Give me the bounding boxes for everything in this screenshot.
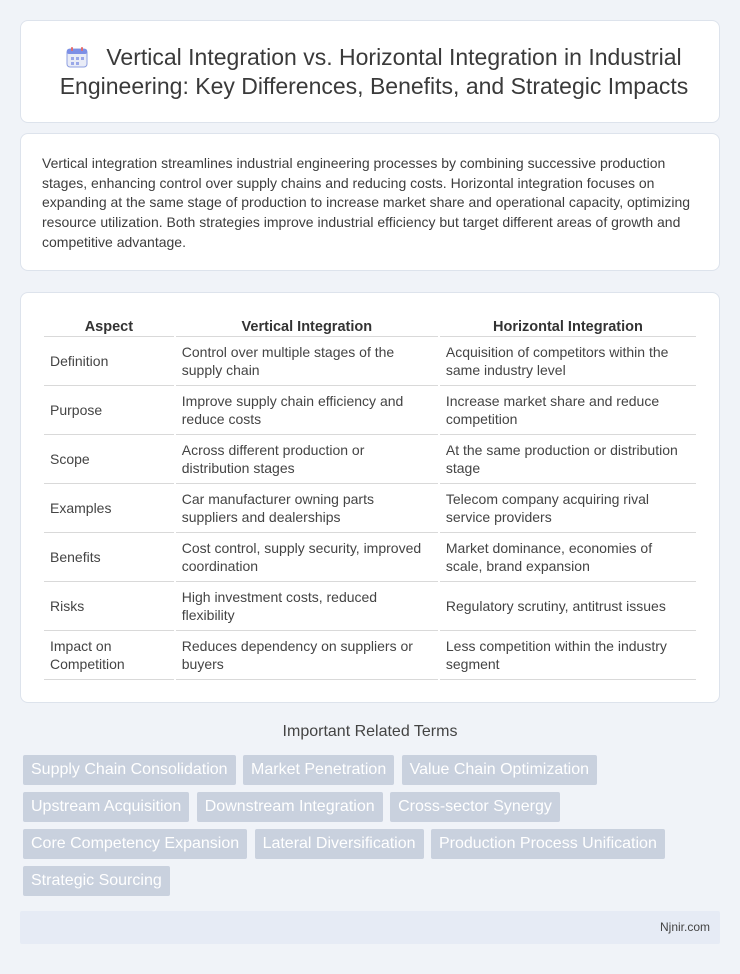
related-term-tag[interactable]: Supply Chain Consolidation — [23, 755, 236, 785]
row-vertical: Reduces dependency on suppliers or buyers — [176, 631, 438, 680]
row-aspect: Risks — [44, 582, 174, 631]
header-vertical: Vertical Integration — [176, 315, 438, 337]
header-horizontal: Horizontal Integration — [440, 315, 696, 337]
row-horizontal: At the same production or distribution stage — [440, 435, 696, 484]
header-aspect: Aspect — [44, 315, 174, 337]
related-term-tag[interactable]: Upstream Acquisition — [23, 792, 189, 822]
row-aspect: Impact on Competition — [44, 631, 174, 680]
calendar-icon — [66, 46, 88, 68]
intro-paragraph: Vertical integration streamlines industrial engineering processes by combining successive production stages, enhancing control over supply chains and reducing costs. Horizontal integration focuses on expanding at the same stage of production to increase market share and operational capacity, optimizing resource utilization. Both strategies improve industrial efficiency but target different areas of growth and competitive advantage. — [42, 155, 691, 250]
comparison-card — [20, 292, 720, 703]
related-term-tag[interactable]: Downstream Integration — [197, 792, 383, 822]
related-term-tag[interactable]: Lateral Diversification — [255, 829, 424, 859]
table-row — [44, 631, 696, 680]
page-title — [45, 43, 703, 101]
row-horizontal: Increase market share and reduce competition — [440, 386, 696, 435]
row-vertical: Improve supply chain efficiency and reduce costs — [176, 386, 438, 435]
intro-card — [20, 133, 720, 271]
row-vertical: Across different production or distribution stages — [176, 435, 438, 484]
related-terms-heading: Important Related Terms — [282, 723, 458, 740]
table-row — [44, 582, 696, 631]
related-term-tag[interactable]: Cross-sector Synergy — [390, 792, 560, 822]
row-vertical: Car manufacturer owning parts suppliers and dealerships — [176, 484, 438, 533]
related-term-tag[interactable]: Value Chain Optimization — [402, 755, 597, 785]
page-title-text: Vertical Integration vs. Horizontal Integration in Industrial Engineering: Key Differences, Benefits, and Strategic Impacts — [59, 44, 689, 99]
row-horizontal: Less competition within the industry segment — [440, 631, 696, 680]
related-term-tag[interactable]: Production Process Unification — [431, 829, 665, 859]
table-row — [44, 484, 696, 533]
related-term-tag[interactable]: Strategic Sourcing — [23, 866, 170, 896]
row-aspect: Examples — [44, 484, 174, 533]
comparison-table — [42, 315, 698, 680]
row-horizontal: Regulatory scrutiny, antitrust issues — [440, 582, 696, 631]
row-vertical: Cost control, supply security, improved coordination — [176, 533, 438, 582]
row-aspect: Scope — [44, 435, 174, 484]
row-vertical: Control over multiple stages of the supply chain — [176, 337, 438, 386]
related-terms-list — [23, 755, 723, 903]
title-card — [20, 20, 720, 123]
table-row — [44, 435, 696, 484]
row-aspect: Purpose — [44, 386, 174, 435]
related-term-tag[interactable]: Core Competency Expansion — [23, 829, 247, 859]
row-aspect: Benefits — [44, 533, 174, 582]
footer — [20, 911, 720, 944]
row-horizontal: Acquisition of competitors within the same industry level — [440, 337, 696, 386]
row-aspect: Definition — [44, 337, 174, 386]
row-horizontal: Market dominance, economies of scale, brand expansion — [440, 533, 696, 582]
related-term-tag[interactable]: Market Penetration — [243, 755, 394, 785]
table-row — [44, 533, 696, 582]
table-row — [44, 337, 696, 386]
footer-site-link[interactable]: Njnir.com — [659, 920, 710, 934]
table-row — [44, 386, 696, 435]
table-header-row — [44, 315, 696, 337]
row-vertical: High investment costs, reduced flexibility — [176, 582, 438, 631]
row-horizontal: Telecom company acquiring rival service providers — [440, 484, 696, 533]
